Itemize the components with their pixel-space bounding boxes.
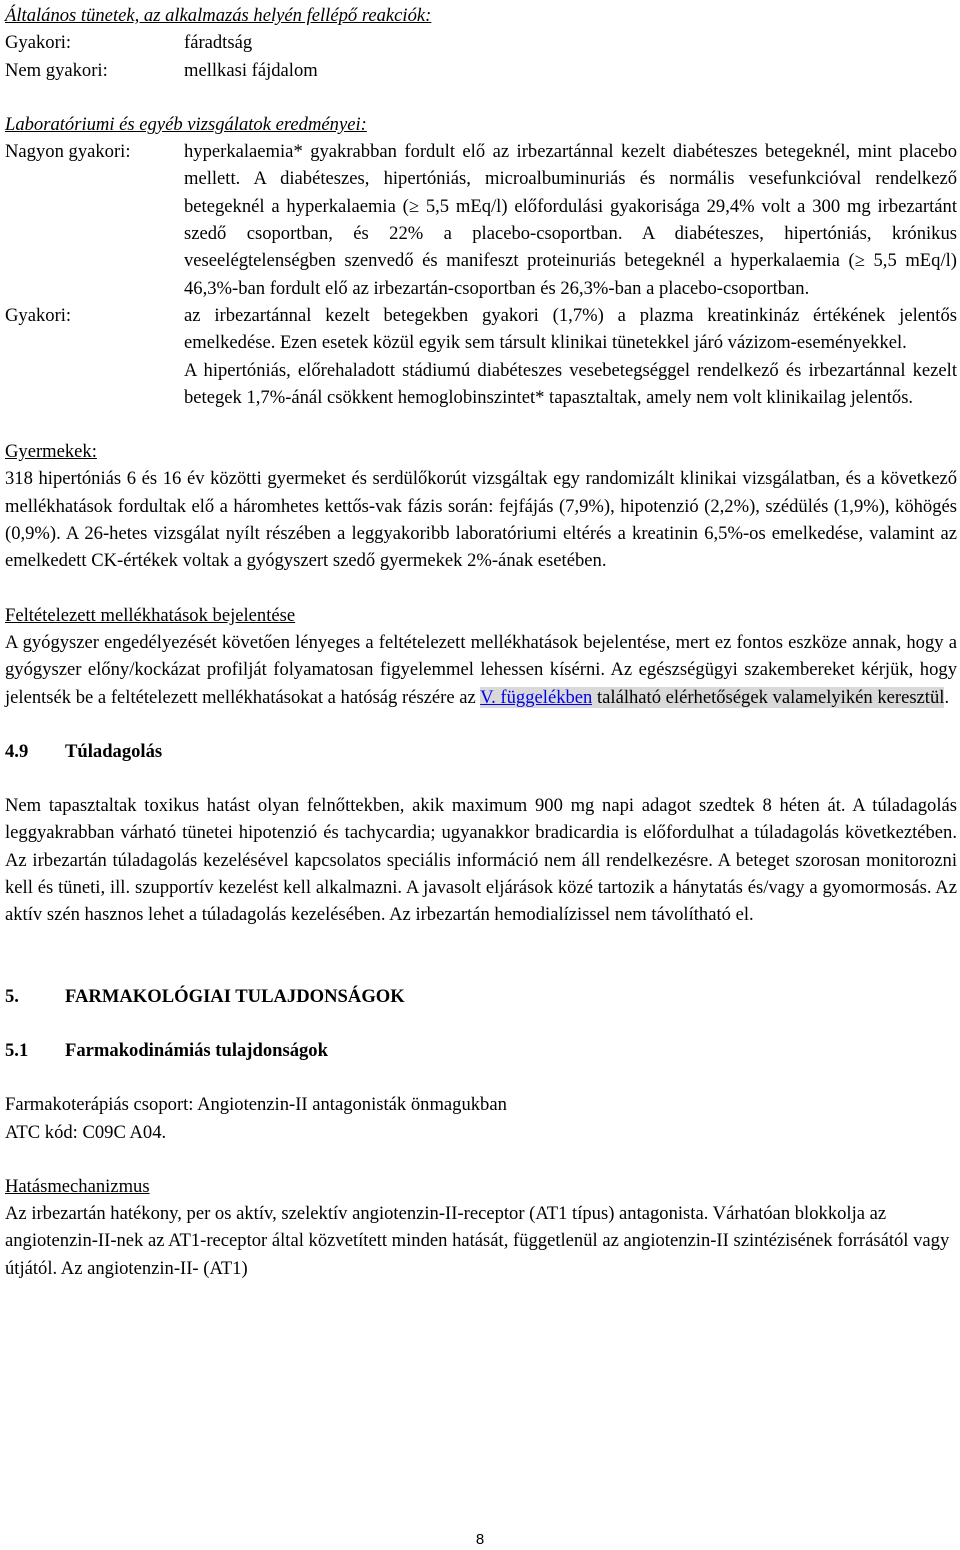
frequency-text: A hipertóniás, előrehaladott stádiumú diabéteszes vesebetegséggel rendelkező és irbezartánnal kezelt betegek 1,7%-ánál csökkent hemoglobinszintet* tapasztaltak, amely nem volt klinikailag jelentős. bbox=[184, 359, 957, 408]
general-heading: Általános tünetek, az alkalmazás helyén fellépő reakciók: bbox=[5, 5, 432, 26]
reporting-paragraph bbox=[5, 629, 957, 711]
appendix-link[interactable]: V. függelékben bbox=[480, 686, 593, 708]
document-page bbox=[5, 2, 957, 1282]
general-row-uncommon bbox=[5, 57, 957, 84]
children-heading: Gyermekek: bbox=[5, 441, 97, 463]
frequency-text-block bbox=[184, 302, 957, 411]
section51-heading bbox=[5, 1037, 957, 1064]
mechanism-heading: Hatásmechanizmus bbox=[5, 1175, 150, 1197]
frequency-text: hyperkalaemia* gyakrabban fordult elő az irbezartánnal kezelt diabéteszes betegeknél, mint placebo mellett. A diabéteszes, hipertóniás, microalbuminuriás és normális vesefunkcióval rendelkező betegeknél a hyperkalaemia (≥ 5,5 mEq/l) előfordulási gyakorisága 29,4% volt a 300 mg irbezartánt szedő csoportban, és 22% a placebo-csoportban. A diabéteszes, hipertóniás, krónikus veseelégtelenségben szenvedő és manifeszt proteinuriás betegeknél a hyperkalaemia (≥ 5,5 mEq/l) 46,3%-ban fordult elő az irbezartán-csoportban és 26,3%-ban a placebo-csoportban. bbox=[184, 141, 957, 299]
children-paragraph: 318 hipertóniás 6 és 16 év közötti gyermeket és serdülőkorút vizsgáltak egy randomizált klinikai vizsgálatban, és a következő mellékhatások fordultak elő a háromhetes kettős-vak fázis során: fejfájás (7,9%), hipotenzió (2,2%), szédülés (1,9%), köhögés (0,9%). A 26-hetes vizsgálat nyílt részében a leggyakoribb laboratóriumi eltérés a kreatinin 6,5%-os emelkedése, valamint az emelkedett CK-értékek voltak a gyógyszert szedő gyermekek 2%-ának esetében. bbox=[5, 468, 957, 572]
section-title: FARMAKOLÓGIAI TULAJDONSÁGOK bbox=[65, 985, 405, 1007]
lab-heading: Laboratóriumi és egyéb vizsgálatok eredményei: bbox=[5, 113, 367, 135]
frequency-label: Nem gyakori: bbox=[5, 59, 108, 81]
reporting-text: A gyógyszer engedélyezését követően lényeges a feltételezett mellékhatások bejelentése, mert ez fontos eszköze annak, hogy a gyógyszer előny/kockázat profilját folyamatosan figyelemmel lehessen kísérni. Az egészségügyi szakembereket kérjük, hogy jelentsék be a feltételezett mellékhatásokat a hatóság részére az bbox=[5, 631, 957, 708]
frequency-label: Gyakori: bbox=[5, 304, 72, 326]
section5-heading bbox=[5, 983, 957, 1010]
atc-code: ATC kód: C09C A04. bbox=[5, 1121, 167, 1143]
mechanism-paragraph: Az irbezartán hatékony, per os aktív, szelektív angiotenzin-II-receptor (AT1 típus) antagonista. Várhatóan blokkolja az angiotenzin-II-nek az AT1-receptor által közvetített minden hatását, függetlenül az angiotenzin-II szintézisének forrásától vagy útjától. Az angiotenzin-II- (AT1) bbox=[5, 1203, 950, 1279]
reporting-end: . bbox=[944, 686, 950, 708]
frequency-text: mellkasi fájdalom bbox=[184, 59, 318, 81]
pharmacotherapeutic-group: Farmakoterápiás csoport: Angiotenzin-II antagonisták önmagukban bbox=[5, 1094, 507, 1116]
frequency-text: fáradtság bbox=[184, 32, 253, 54]
reporting-text-highlighted: található elérhetőségek valamelyikén keresztül bbox=[592, 686, 945, 708]
section-number: 5.1 bbox=[5, 1039, 29, 1061]
section-title: Túladagolás bbox=[65, 740, 163, 762]
general-row-common bbox=[5, 29, 957, 56]
frequency-label: Nagyon gyakori: bbox=[5, 141, 131, 163]
section-number: 4.9 bbox=[5, 740, 29, 762]
section-number: 5. bbox=[5, 985, 19, 1007]
page-number: 8 bbox=[475, 1531, 485, 1548]
frequency-text: az irbezartánnal kezelt betegekben gyakori (1,7%) a plazma kreatinkináz értékének jelentős emelkedése. Ezen esetek közül egyik sem társult klinikai tünetekkel járó vázizom-eseményekkel. bbox=[184, 304, 957, 354]
reporting-heading: Feltételezett mellékhatások bejelentése bbox=[5, 604, 296, 626]
lab-row-common bbox=[5, 302, 957, 411]
lab-row-very-common bbox=[5, 138, 957, 302]
frequency-label: Gyakori: bbox=[5, 32, 72, 54]
overdose-paragraph: Nem tapasztaltak toxikus hatást olyan felnőttekben, akik maximum 900 mg napi adagot szedtek 8 héten át. A túladagolás leggyakrabban várható tünetei hipotenzió és tachycardia; ugyanakkor bradicardia is előfordulhat a túladagolás következtében. Az irbezartán túladagolás kezelésével kapcsolatos speciális információ nem áll rendelkezésre. A beteget szorosan monitorozni kell és tüneti, ill. szupportív kezelést kell alkalmazni. A javasolt eljárások közé tartozik a hánytatás és/vagy a gyomormosás. Az aktív szén hasznos lehet a túladagolás kezelésében. Az irbezartán hemodialízissel nem távolítható el. bbox=[5, 795, 957, 926]
section-title: Farmakodinámiás tulajdonságok bbox=[65, 1039, 328, 1061]
overdose-heading bbox=[5, 738, 957, 765]
